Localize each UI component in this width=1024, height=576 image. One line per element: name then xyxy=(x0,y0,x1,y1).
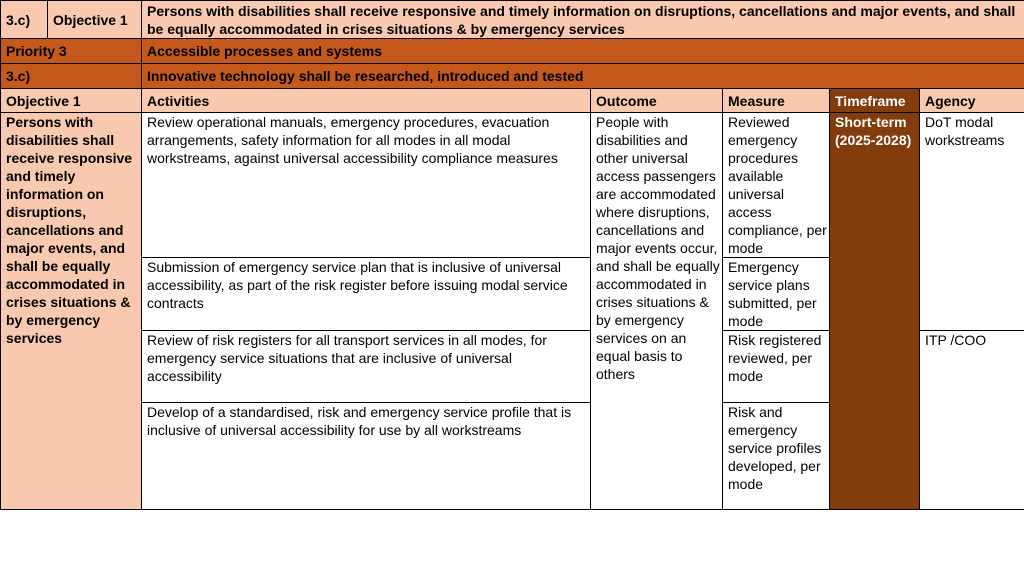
header-objective-text: Persons with disabilities shall receive responsive and timely information on disruptions, cancellations and major events, and shall be equally accommodated in crises situations & by emergency services xyxy=(142,1,1024,39)
measure-cell: Reviewed emergency procedures available universal access compliance, per mode xyxy=(723,113,830,258)
measure-cell: Emergency service plans submitted, per mode xyxy=(723,258,830,331)
col-agency: Agency xyxy=(920,89,1024,113)
column-header-row xyxy=(1,89,1024,113)
header-objective-label: Objective 1 xyxy=(48,1,142,39)
activity-cell: Submission of emergency service plan that is inclusive of universal accessibility, as part of the risk register before issuing modal service contracts xyxy=(142,258,591,331)
col-objective: Objective 1 xyxy=(1,89,142,113)
agency-cell: DoT modal workstreams xyxy=(920,113,1024,331)
header-code: 3.c) xyxy=(1,1,48,39)
objective-body: Persons with disabilities shall receive responsive and timely information on disruptions, cancellations and major events, and shall be equally accommodated in crises situations & by emergency services xyxy=(1,113,142,510)
col-outcome: Outcome xyxy=(591,89,723,113)
activity-cell: Develop of a standardised, risk and emergency service profile that is inclusive of universal accessibility for use by all workstreams xyxy=(142,403,591,510)
priority-label: Priority 3 xyxy=(1,39,142,64)
table-row xyxy=(1,113,1024,258)
activity-cell: Review operational manuals, emergency procedures, evacuation arrangements, safety information for all modes in all modal workstreams, against universal accessibility compliance measures xyxy=(142,113,591,258)
priority-row xyxy=(1,39,1024,64)
outcome-cell: People with disabilities and other universal access passengers are accommodated where disruptions, cancellations and major events occur, and shall be equally accommodated in crises situations & by emergency services on an equal basis to others xyxy=(591,113,723,510)
agency-cell: ITP /COO xyxy=(920,331,1024,510)
activity-cell: Review of risk registers for all transport services in all modes, for emergency service situations that are inclusive of universal accessibility xyxy=(142,331,591,403)
measure-cell: Risk registered reviewed, per mode xyxy=(723,331,830,403)
timeframe-cell: Short-term (2025-2028) xyxy=(830,113,920,510)
col-measure: Measure xyxy=(723,89,830,113)
priority-text: Accessible processes and systems xyxy=(142,39,1024,64)
header-row xyxy=(1,1,1024,39)
col-timeframe: Timeframe xyxy=(830,89,920,113)
subgoal-text: Innovative technology shall be researched, introduced and tested xyxy=(142,64,1024,89)
measure-cell: Risk and emergency service profiles developed, per mode xyxy=(723,403,830,510)
col-activities: Activities xyxy=(142,89,591,113)
subgoal-row xyxy=(1,64,1024,89)
subgoal-code: 3.c) xyxy=(1,64,142,89)
